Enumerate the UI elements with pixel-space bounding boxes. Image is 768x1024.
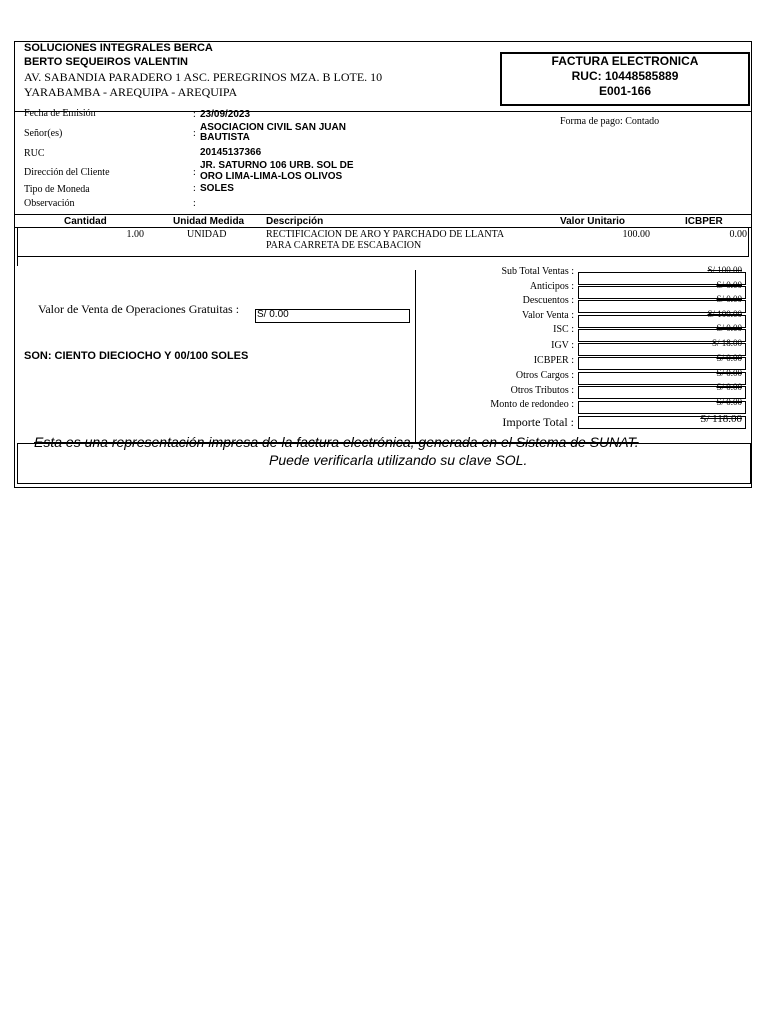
invoice-ruc: RUC: 10448585889	[571, 69, 679, 83]
direccion-value-line2: ORO LIMA-LIMA-LOS OLIVOS	[200, 171, 343, 182]
table-right-border	[748, 228, 749, 256]
total-value-valor-venta: S/ 100.00	[707, 309, 742, 319]
table-bottom-line	[17, 256, 749, 257]
total-value-igv: S/ 18.00	[711, 338, 742, 348]
th-valor-unitario: Valor Unitario	[560, 216, 626, 227]
amount-in-words: SON: CIENTO DIECIOCHO Y 00/100 SOLES	[24, 350, 249, 362]
footer-line2: Puede verificarla utilizando su clave SOL.	[269, 452, 528, 468]
senor-colon: :	[193, 128, 196, 139]
senor-value-line1: ASOCIACION CIVIL SAN JUAN	[200, 122, 346, 133]
cell-valor-unitario: 100.00	[622, 229, 650, 240]
moneda-colon: :	[193, 183, 196, 194]
total-label-subtotal: Sub Total Ventas :	[501, 266, 574, 277]
total-value-otros-cargos: S/ 0.00	[716, 368, 742, 378]
total-label-descuentos: Descuentos :	[522, 295, 574, 306]
gratuitas-label: Valor de Venta de Operaciones Gratuitas :	[38, 302, 240, 316]
table-left-border	[17, 228, 18, 266]
senor-value-line2: BAUTISTA	[200, 132, 250, 143]
cell-cantidad: 1.00	[126, 229, 144, 240]
direccion-label: Dirección del Cliente	[24, 167, 110, 178]
total-value-importe: S/ 118.00	[700, 413, 742, 425]
observacion-colon: :	[193, 198, 196, 209]
cell-icbper: 0.00	[729, 229, 747, 240]
total-label-redondeo: Monto de redondeo :	[490, 399, 574, 410]
cell-unidad: UNIDAD	[187, 229, 227, 240]
direccion-value-line1: JR. SATURNO 106 URB. SOL DE	[200, 160, 354, 171]
total-label-icbper: ICBPER :	[533, 355, 574, 366]
total-value-subtotal: S/ 100.00	[707, 265, 742, 275]
total-label-otros-tributos: Otros Tributos :	[510, 385, 574, 396]
observacion-label: Observación	[24, 198, 75, 209]
direccion-colon: :	[193, 167, 196, 178]
senor-label: Señor(es)	[24, 128, 63, 139]
fecha-value: 23/09/2023	[200, 109, 251, 120]
cell-descripcion-line2: PARA CARRETA DE ESCABACION	[266, 240, 422, 251]
th-cantidad: Cantidad	[64, 216, 107, 227]
moneda-value: SOLES	[200, 183, 234, 194]
total-value-otros-tributos: S/ 0.00	[716, 382, 742, 392]
total-label-isc: ISC :	[553, 324, 574, 335]
th-descripcion: Descripción	[266, 216, 324, 227]
total-label-anticipos: Anticipos :	[529, 281, 574, 292]
cell-descripcion-line1: RECTIFICACION DE ARO Y PARCHADO DE LLANTA	[266, 229, 505, 240]
invoice-number: E001-166	[598, 84, 652, 98]
total-label-otros-cargos: Otros Cargos :	[515, 370, 574, 381]
header-divider	[14, 111, 752, 112]
table-header-line	[14, 227, 752, 228]
issuer-owner: BERTO SEQUEIROS VALENTIN	[24, 56, 189, 68]
footer-line1: Esta es una representación impresa de la factura electrónica, generada en el Sistema de SUNAT.	[34, 434, 639, 450]
total-value-icbper: S/ 0.00	[716, 353, 742, 363]
gratuitas-value: S/ 0.00	[257, 309, 289, 320]
fecha-label: Fecha de Emisión	[24, 108, 96, 119]
th-unidad-medida: Unidad Medida	[173, 216, 245, 227]
invoice-title: FACTURA ELECTRONICA	[551, 54, 699, 68]
issuer-address-line2: YARABAMBA - AREQUIPA - AREQUIPA	[24, 85, 238, 99]
total-label-importe: Importe Total :	[502, 415, 574, 429]
total-value-isc: S/ 0.00	[716, 323, 742, 333]
issuer-address-line1: AV. SABANDIA PARADERO 1 ASC. PEREGRINOS MZA. B LOTE. 10	[24, 70, 383, 84]
payment-form: Forma de pago: Contado	[560, 116, 660, 127]
total-value-redondeo: S/ 0.00	[716, 397, 742, 407]
total-label-valor-venta: Valor Venta :	[521, 310, 574, 321]
th-icbper: ICBPER	[685, 216, 723, 227]
total-value-anticipos: S/ 0.00	[716, 280, 742, 290]
moneda-label: Tipo de Moneda	[24, 184, 90, 195]
ruc-value: 20145137366	[200, 147, 262, 158]
fecha-colon: :	[193, 109, 196, 120]
total-value-descuentos: S/ 0.00	[716, 294, 742, 304]
totals-divider	[415, 270, 416, 444]
total-label-igv: IGV :	[551, 340, 574, 351]
table-top-line	[14, 214, 752, 215]
issuer-company: SOLUCIONES INTEGRALES BERCA	[24, 42, 213, 54]
ruc-label: RUC	[24, 148, 45, 159]
